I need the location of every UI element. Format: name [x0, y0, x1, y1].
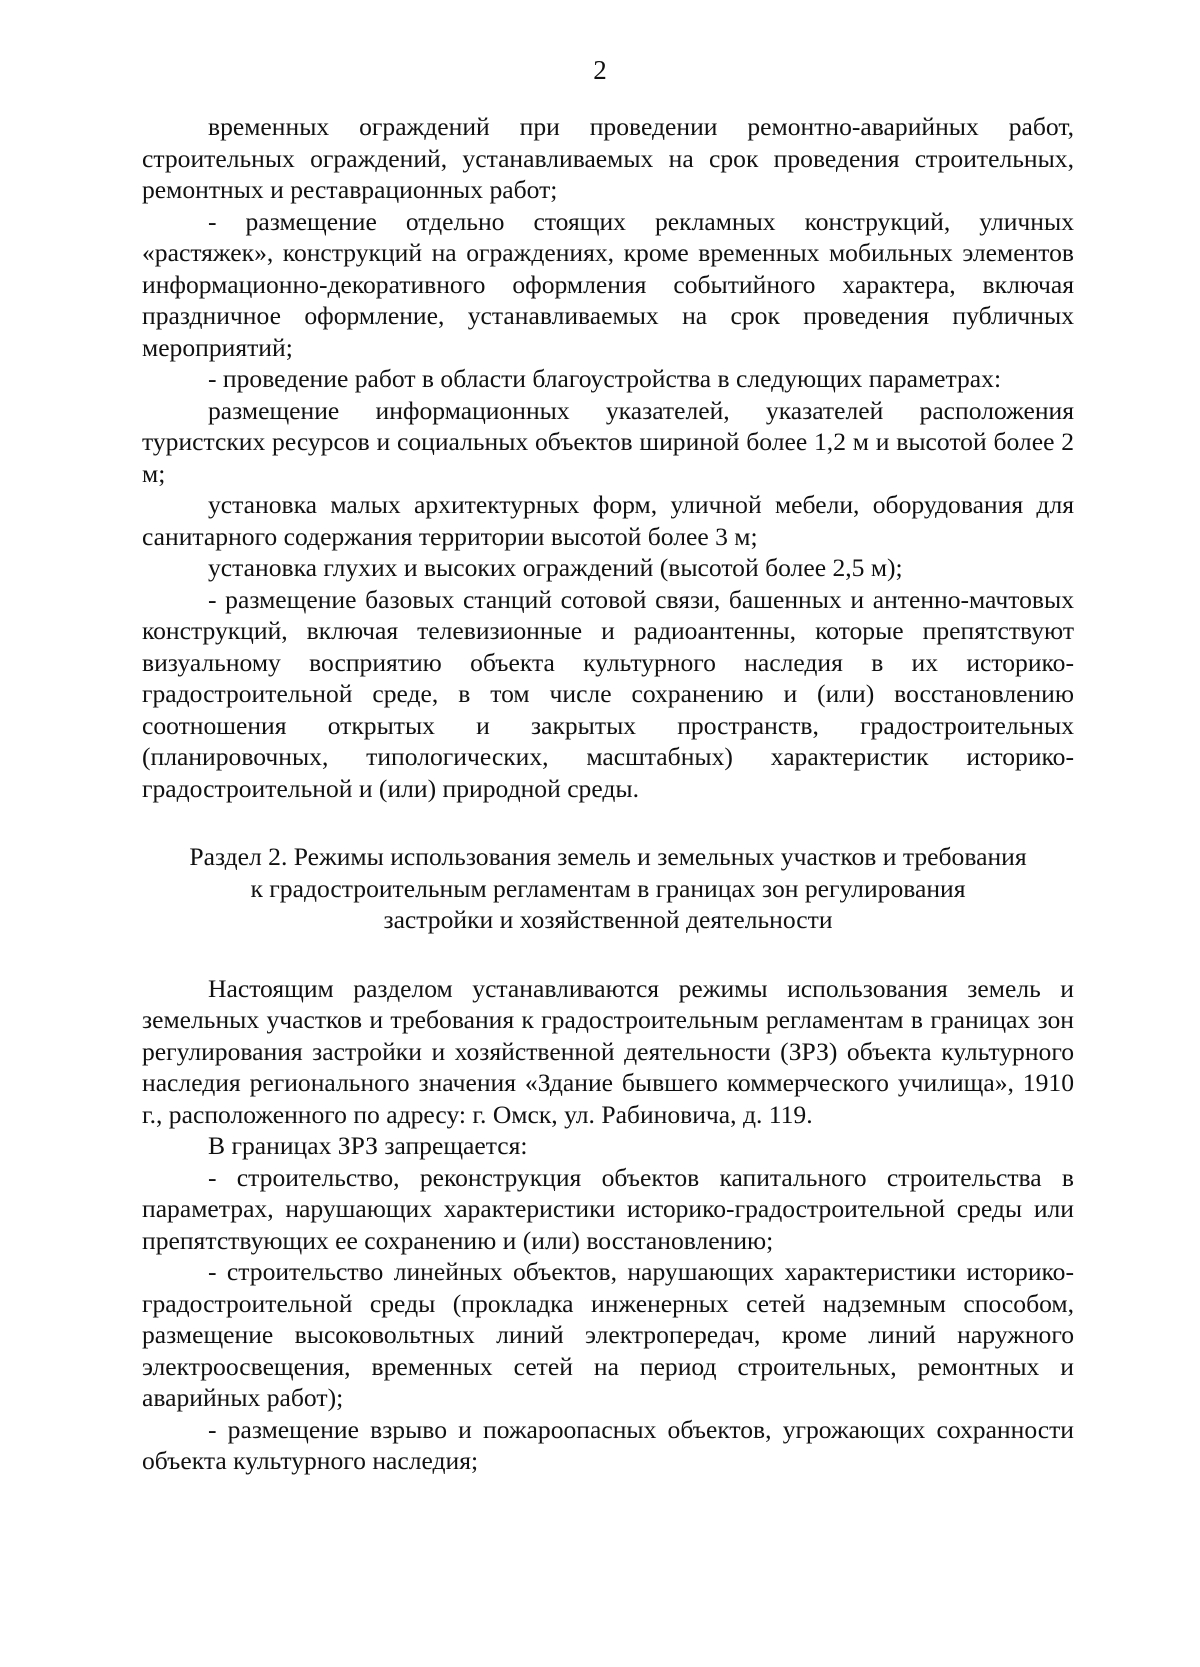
document-body	[142, 111, 1074, 1477]
paragraph-prohibited: В границах ЗРЗ запрещается:	[208, 1131, 528, 1160]
section-heading-line: Раздел 2. Режимы использования земель и земельных участков и требования	[189, 842, 1027, 871]
paragraph-fences: установка глухих и высоких ограждений (высотой более 2,5 м);	[208, 553, 903, 582]
paragraph-ads-ban: - размещение отдельно стоящих рекламных конструкций, уличных «растяжек», конструкций на ограждениях, кроме временных мобильных элементов информационно-декоративного оформления событийного характера, включая праздничное оформление, устанавливаемых на срок проведения публичных мероприятий;	[142, 206, 1074, 362]
section-heading-line: к градостроительным регламентам в границах зон регулирования	[250, 873, 966, 903]
paragraph-intro: Настоящим разделом устанавливаются режимы использования земель и земельных участков и требования к градостроительным регламентам в границах зон регулирования застройки и хозяйственной деятельности (ЗРЗ) объекта культурного наследия регионального значения «Здание бывшего коммерческого училища», 1910 г., расположенного по адресу: г. Омск, ул. Рабиновича, д. 119.	[142, 973, 1074, 1129]
paragraph-signs: размещение информационных указателей, указателей расположения туристских ресурсов и социальных объектов шириной более 1,2 м и высотой более 2 м;	[142, 395, 1074, 488]
paragraph-landscaping: - проведение работ в области благоустройства в следующих параметрах:	[208, 364, 1002, 393]
paragraph-base-stations: - размещение базовых станций сотовой связи, башенных и антенно-мачтовых конструкций, включая телевизионные и радиоантенны, которые препятствуют визуальному восприятию объекта культурного наследия в их историко-градостроительной среде, в том числе сохранению и (или) восстановлению соотношения открытых и закрытых пространств, градостроительных (планировочных, типологических, масштабных) характеристик историко-градостроительной и (или) природной среды.	[142, 584, 1074, 803]
paragraph-hazardous-objects: - размещение взрыво и пожароопасных объектов, угрожающих сохранности объекта культурного наследия;	[142, 1414, 1074, 1475]
section-2-heading	[142, 841, 1074, 936]
paragraph-continuation: временных ограждений при проведении ремонтно-аварийных работ, строительных ограждений, устанавливаемых на срок проведения строительных, ремонтных и реставрационных работ;	[142, 112, 1074, 204]
paragraph-small-forms: установка малых архитектурных форм, уличной мебели, оборудования для санитарного содержания территории высотой более 3 м;	[142, 490, 1074, 551]
page-number: 2	[593, 55, 607, 85]
paragraph-linear-objects: - строительство линейных объектов, нарушающих характеристики историко-градостроительной среды (прокладка инженерных сетей надземным способом, размещение высоковольтных линий электропередач, кроме линий наружного электроосвещения, временных сетей на период строительных, ремонтных и аварийных работ);	[142, 1257, 1074, 1412]
section-heading-line: застройки и хозяйственной деятельности	[383, 905, 833, 934]
paragraph-capital-construction: - строительство, реконструкция объектов капитального строительства в параметрах, нарушающих характеристики историко-градостроительной среды или препятствующих ее сохранению и (или) восстановлению;	[142, 1162, 1074, 1255]
